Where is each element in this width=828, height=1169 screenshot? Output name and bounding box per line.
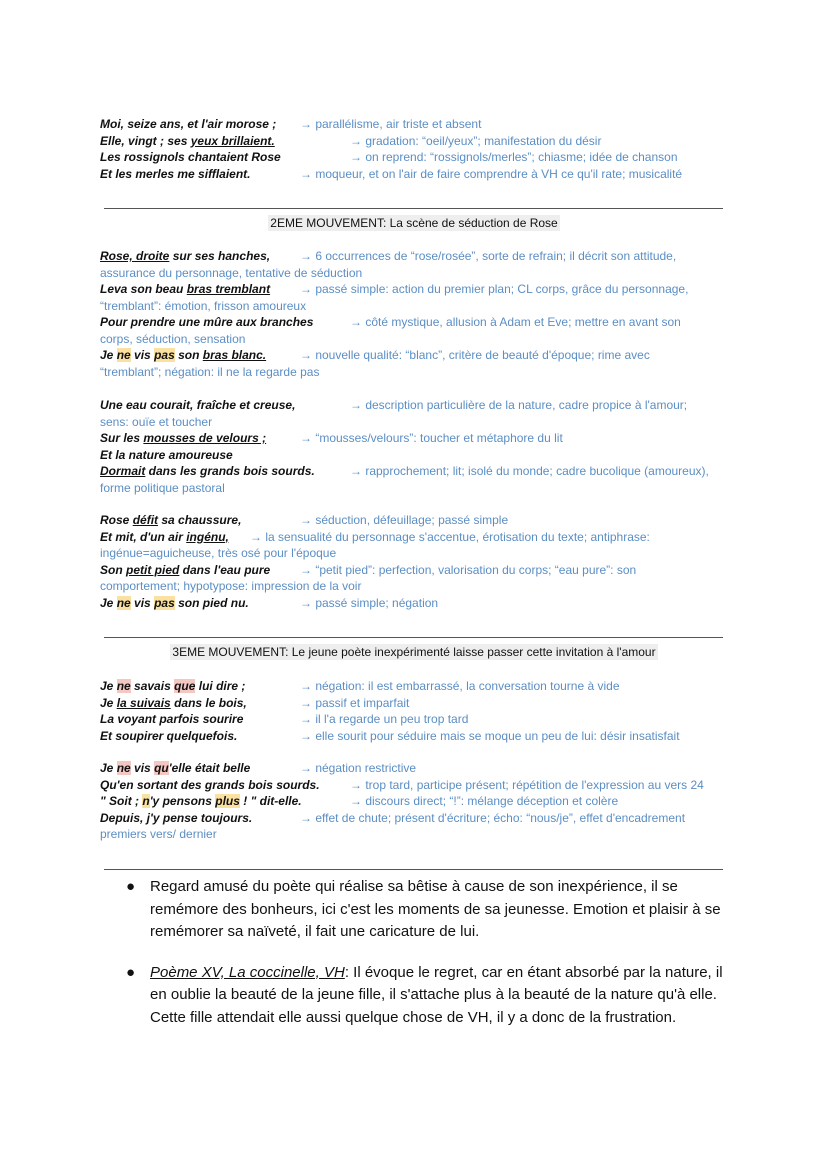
stanza-6 bbox=[100, 760, 740, 843]
verse-line bbox=[100, 512, 740, 529]
verse-line bbox=[100, 149, 740, 166]
annotation: → elle sourit pour séduire mais se moque un peu de lui: désir insatisfait bbox=[300, 728, 680, 743]
verse-text: Je ne savais que lui dire ; bbox=[100, 679, 246, 693]
annotation-continuation: sens: ouïe et toucher bbox=[100, 414, 213, 429]
stanza-5 bbox=[100, 678, 740, 744]
list-item-text: : Il évoque le regret, car en étant absorbé par la nature, il en oublie la beauté de la jeune fille, il s'attache plus à la beauté de la nature qu'à elle. Cette fille attendait elle aussi quelque chose de VH, il y a donc de la frustration. bbox=[150, 963, 723, 1026]
stanza-4 bbox=[100, 512, 740, 611]
poem-reference: Poème XV, La coccinelle, VH bbox=[150, 963, 345, 981]
verse-line bbox=[100, 595, 740, 612]
verse-text: Je la suivais dans le bois, bbox=[100, 695, 247, 710]
verse-line bbox=[100, 529, 740, 546]
verse-text: Les rossignols chantaient Rose bbox=[100, 150, 281, 164]
verse-text: Sur les mousses de velours ; bbox=[100, 431, 267, 445]
bullet-icon: ● bbox=[126, 878, 136, 895]
verse-line bbox=[100, 133, 740, 150]
annotation: → côté mystique, allusion à Adam et Eve; mettre en avant son bbox=[350, 315, 681, 329]
verse-text: Moi, seize ans, et l'air morose ; bbox=[100, 117, 277, 131]
annotation-continuation: corps, séduction, sensation bbox=[100, 331, 246, 346]
annotation: → “petit pied”: perfection, valorisation du corps; “eau pure”: son bbox=[300, 562, 637, 577]
divider bbox=[104, 208, 723, 209]
annotation-continuation: premiers vers/ dernier bbox=[100, 827, 217, 841]
stanza-2 bbox=[100, 248, 740, 380]
verse-line bbox=[100, 810, 740, 827]
divider bbox=[104, 637, 723, 638]
annotation: → moqueur, et on l'air de faire comprendre à VH ce qu'il rate; musicalité bbox=[300, 166, 683, 181]
verse-line bbox=[100, 695, 740, 712]
annotation-continuation: forme politique pastoral bbox=[100, 480, 225, 495]
verse-line bbox=[100, 430, 740, 447]
verse-text: Et la nature amoureuse bbox=[100, 447, 233, 462]
verse-line bbox=[100, 347, 740, 364]
verse-line bbox=[100, 793, 740, 810]
annotation: → trop tard, participe présent; répétition de l'expression au vers 24 bbox=[350, 777, 704, 792]
verse-text: La voyant parfois sourire bbox=[100, 712, 244, 726]
verse-line bbox=[100, 447, 740, 464]
verse-text: Dormait dans les grands bois sourds. bbox=[100, 464, 315, 478]
annotation: → “mousses/velours”: toucher et métaphore du lit bbox=[300, 431, 563, 445]
verse-line bbox=[100, 116, 740, 133]
verse-line bbox=[100, 777, 740, 794]
verse-line bbox=[100, 281, 740, 298]
commentary-list bbox=[120, 876, 730, 1047]
bullet-icon: ● bbox=[126, 963, 136, 981]
verse-line bbox=[100, 728, 740, 745]
verse-line bbox=[100, 760, 740, 777]
annotation: → description particulière de la nature, cadre propice à l'amour; bbox=[350, 398, 688, 412]
verse-text: " Soit ; n'y pensons plus ! " dit-elle. bbox=[100, 794, 302, 808]
annotation-continuation: assurance du personnage, tentative de séduction bbox=[100, 265, 363, 280]
verse-text: Depuis, j'y pense toujours. bbox=[100, 810, 253, 825]
annotation-continuation: “tremblant”: émotion, frisson amoureux bbox=[100, 298, 307, 313]
verse-text: Elle, vingt ; ses yeux brillaient. bbox=[100, 133, 275, 148]
verse-text: Et soupirer quelquefois. bbox=[100, 728, 238, 743]
verse-line bbox=[100, 463, 740, 480]
verse-text: Son petit pied dans l'eau pure bbox=[100, 562, 271, 577]
verse-text: Rose défit sa chaussure, bbox=[100, 513, 242, 527]
list-item bbox=[120, 876, 730, 944]
annotation: → il l'a regarde un peu trop tard bbox=[300, 712, 469, 726]
annotation: → passé simple; négation bbox=[300, 595, 439, 610]
verse-text: Et mit, d'un air ingénu, bbox=[100, 529, 229, 544]
verse-line bbox=[100, 711, 740, 728]
annotation: → passé simple: action du premier plan; CL corps, grâce du personnage, bbox=[300, 282, 689, 296]
verse-text: Rose, droite sur ses hanches, bbox=[100, 249, 271, 263]
verse-line bbox=[100, 678, 740, 695]
annotation-continuation: comportement; hypotypose: impression de la voir bbox=[100, 579, 362, 593]
divider bbox=[104, 869, 723, 870]
annotation: → effet de chute; présent d'écriture; écho: “nous/je”, effet d'encadrement bbox=[300, 810, 686, 825]
verse-text: Une eau courait, fraîche et creuse, bbox=[100, 398, 296, 412]
annotation: → passif et imparfait bbox=[300, 695, 410, 710]
annotation-continuation: “tremblant”; négation: il ne la regarde pas bbox=[100, 364, 320, 379]
verse-line bbox=[100, 397, 740, 414]
verse-text: Qu'en sortant des grands bois sourds. bbox=[100, 777, 320, 792]
verse-text: Je ne vis pas son pied nu. bbox=[100, 595, 249, 610]
verse-line bbox=[100, 314, 740, 331]
verse-line bbox=[100, 248, 740, 265]
annotation: → 6 occurrences de “rose/rosée”, sorte de refrain; il décrit son attitude, bbox=[300, 249, 677, 263]
section-title-2: 2EME MOUVEMENT: La scène de séduction de Rose bbox=[270, 216, 558, 230]
annotation: → négation: il est embarrassé, la conversation tourne à vide bbox=[300, 679, 620, 693]
verse-text: Leva son beau bras tremblant bbox=[100, 282, 271, 296]
section-title-3: 3EME MOUVEMENT: Le jeune poète inexpérimenté laisse passer cette invitation à l'amour bbox=[172, 645, 656, 659]
stanza-1 bbox=[100, 116, 740, 182]
annotation: → gradation: “oeil/yeux”; manifestation du désir bbox=[350, 133, 602, 148]
stanza-3 bbox=[100, 397, 740, 496]
annotation: → rapprochement; lit; isolé du monde; cadre bucolique (amoureux), bbox=[350, 464, 709, 478]
list-item bbox=[120, 962, 730, 1030]
annotation: → la sensualité du personnage s'accentue, érotisation du texte; antiphrase: bbox=[250, 529, 650, 544]
annotation: → nouvelle qualité: “blanc”, critère de beauté d'époque; rime avec bbox=[300, 348, 650, 362]
verse-text: Pour prendre une mûre aux branches bbox=[100, 315, 314, 329]
annotation: → on reprend: “rossignols/merles”; chiasme; idée de chanson bbox=[350, 150, 678, 164]
annotation: → discours direct; “!”: mélange déception et colère bbox=[350, 794, 619, 808]
verse-text: Je ne vis qu'elle était belle bbox=[100, 761, 251, 775]
verse-text: Je ne vis pas son bras blanc. bbox=[100, 348, 267, 362]
verse-line bbox=[100, 562, 740, 579]
annotation: → séduction, défeuillage; passé simple bbox=[300, 513, 509, 527]
verse-text: Et les merles me sifflaient. bbox=[100, 166, 251, 181]
annotation: → négation restrictive bbox=[300, 761, 417, 775]
list-item-text: Regard amusé du poète qui réalise sa bêtise à cause de son inexpérience, il se remémore des bonheurs, ici c'est les moments de sa jeunesse. Emotion et plaisir à se remémorer sa naïveté, il fait une caricature de lui. bbox=[150, 878, 721, 940]
verse-line bbox=[100, 166, 740, 183]
annotation: → parallélisme, air triste et absent bbox=[300, 117, 482, 131]
annotation-continuation: ingénue=aguicheuse, très osé pour l'époque bbox=[100, 546, 337, 560]
